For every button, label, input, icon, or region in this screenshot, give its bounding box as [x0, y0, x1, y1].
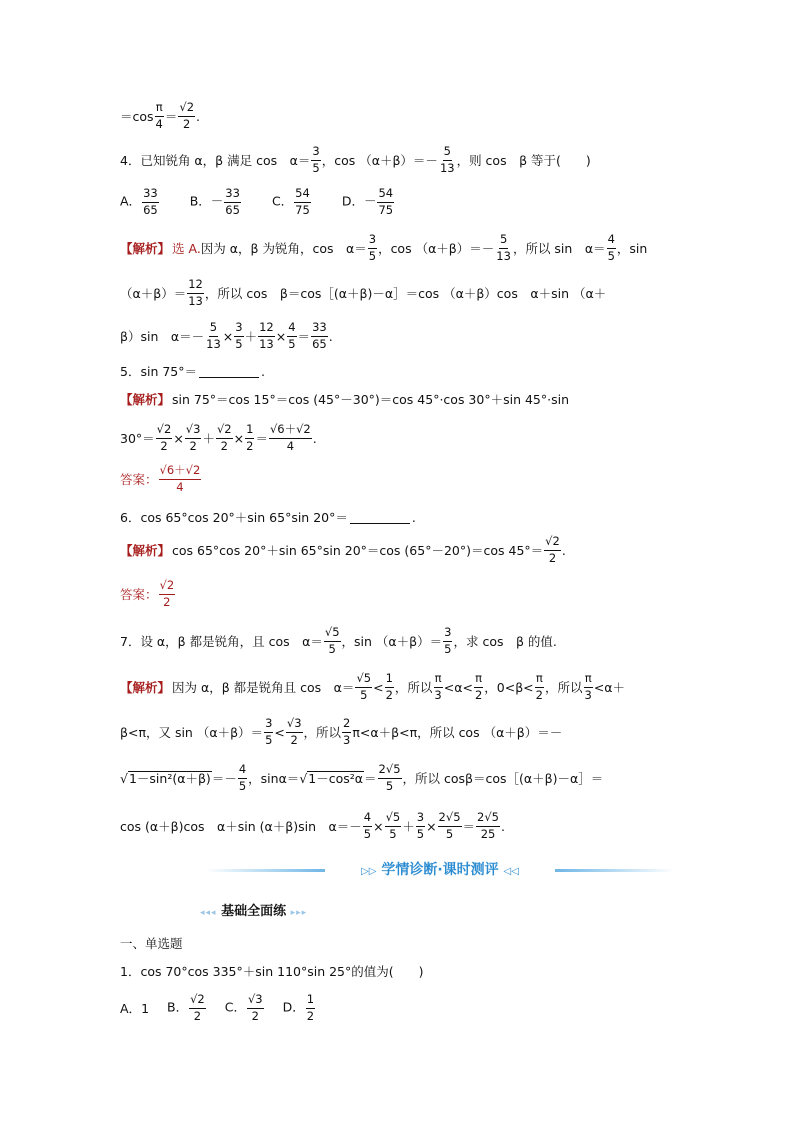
option-c[interactable]: C． $\frac{54}{75}$: [271, 186, 310, 217]
sub-section-title: ◂◂◂ 基础全面练 ▸▸▸: [200, 904, 308, 919]
section-title: ▷▷ 学情诊断·课时测评 ◁◁: [361, 862, 519, 878]
question-5-answer: 答案： $\frac{√6+√2}{4}$: [120, 463, 201, 494]
part-heading: 一、单选题: [120, 936, 183, 951]
option-d[interactable]: D．－ $\frac{54}{75}$: [341, 186, 394, 217]
answer-blank[interactable]: [199, 365, 259, 378]
option-c[interactable]: C． $\frac{√3}{2}$: [224, 992, 263, 1023]
question-4-analysis-line-2: （α＋β）＝ $\frac{12}{13}$ ，所以 cos β＝cos［(α＋β)－α］＝cos （α＋β）cos α＋sin （α＋: [120, 277, 607, 308]
question-4-analysis-line-3: β）sin α＝－ $\frac{5}{13}$ × $\frac{3}{5}$ ＋ $\frac{12}{13}$ × $\frac{4}{5}$ ＝ $\frac{33}{65}$ .: [120, 320, 333, 351]
question-7-analysis-line-1: 【解析】 因为 α，β 都是锐角且 cos α＝ $\frac{√5}{5}$ < $\frac{1}{2}$ ，所以 $\frac{\pi}{3}$ <α< $\frac{\pi}{2}$ ，0<β< $\frac{\pi}{2}$ ，所以 $\frac{\pi}{3}$ <α＋: [120, 671, 626, 702]
fraction: $\frac{√2}{2}$: [179, 100, 195, 131]
answer-blank[interactable]: [350, 511, 410, 524]
exercise-1-stem: 1．cos 70°cos 335°＋sin 110°sin 25°的值为( ): [120, 964, 424, 979]
question-7-analysis-line-3: √ 1－sin²(α＋β) ＝－ $\frac{4}{5}$ ，sinα＝ √ 1－cos²α ＝ $\frac{2√5}{5}$ ，所以 cosβ＝cos［(α＋β)－α］＝: [120, 762, 604, 793]
question-5-analysis-line-2: 30°＝ $\frac{√2}{2}$ × $\frac{√3}{2}$ ＋ $\frac{√2}{2}$ × $\frac{1}{2}$ ＝ $\frac{√6+√2}{4}$ .: [120, 422, 317, 453]
question-7-analysis-line-2: β<π，又 sin （α＋β）＝ $\frac{3}{5}$ < $\frac{√3}{2}$ ，所以 $\frac{2}{3}$ π<α＋β<π，所以 cos （α＋β）＝－: [120, 716, 563, 747]
question-5-stem: 5．sin 75°＝ .: [120, 363, 265, 379]
option-a[interactable]: A．1: [120, 1001, 150, 1016]
option-b[interactable]: B． $\frac{√2}{2}$: [167, 992, 205, 1023]
question-7-analysis-line-4: cos (α＋β)cos α＋sin (α＋β)sin α＝－ $\frac{4}{5}$ × $\frac{√5}{5}$ ＋ $\frac{3}{5}$ × $\frac{2√5}{5}$ ＝ $\frac{2√5}{25}$ .: [120, 810, 505, 841]
question-4-options: [120, 188, 395, 216]
question-6-answer: 答案： $\frac{√2}{2}$: [120, 578, 175, 609]
continuation-line: ＝cos $\frac{\pi}{4}$ ＝ $\frac{√2}{2}$ .: [120, 100, 201, 131]
fraction: $\frac{\pi}{4}$: [155, 100, 163, 131]
section-banner: [205, 857, 675, 883]
option-b[interactable]: B．－ $\frac{33}{65}$: [189, 186, 240, 217]
question-7-stem: 7．设 α，β 都是锐角，且 cos α＝ $\frac{√5}{5}$ ，sin （α＋β）＝ $\frac{3}{5}$ ，求 cos β 的值.: [120, 625, 557, 656]
question-6-analysis: 【解析】 cos 65°cos 20°＋sin 65°sin 20°＝cos (65°－20°)＝cos 45°＝ $\frac{√2}{2}$ .: [120, 534, 566, 565]
question-5-analysis-line-1: 【解析】 sin 75°＝cos 15°＝cos (45°－30°)＝cos 45°·cos 30°＋sin 45°·sin: [120, 392, 570, 407]
question-4-analysis-line-1: 【解析】 选 A. 因为 α，β 为锐角，cos α＝ $\frac{3}{5}$ ，cos （α＋β）＝－ $\frac{5}{13}$ ，所以 sin α＝ $\frac{4}{5}$ ，sin: [120, 232, 648, 263]
question-6-stem: 6．cos 65°cos 20°＋sin 65°sin 20°＝ .: [120, 509, 416, 525]
question-4-stem: 4．已知锐角 α，β 满足 cos α＝ $\frac{3}{5}$ ，cos （α＋β）＝－ $\frac{5}{13}$ ，则 cos β 等于( ): [120, 144, 591, 175]
option-a[interactable]: A． $\frac{33}{65}$: [120, 186, 158, 217]
exercise-1-options: [120, 994, 316, 1022]
text: ＝cos: [120, 109, 154, 124]
option-d[interactable]: D． $\frac{1}{2}$: [282, 992, 315, 1023]
